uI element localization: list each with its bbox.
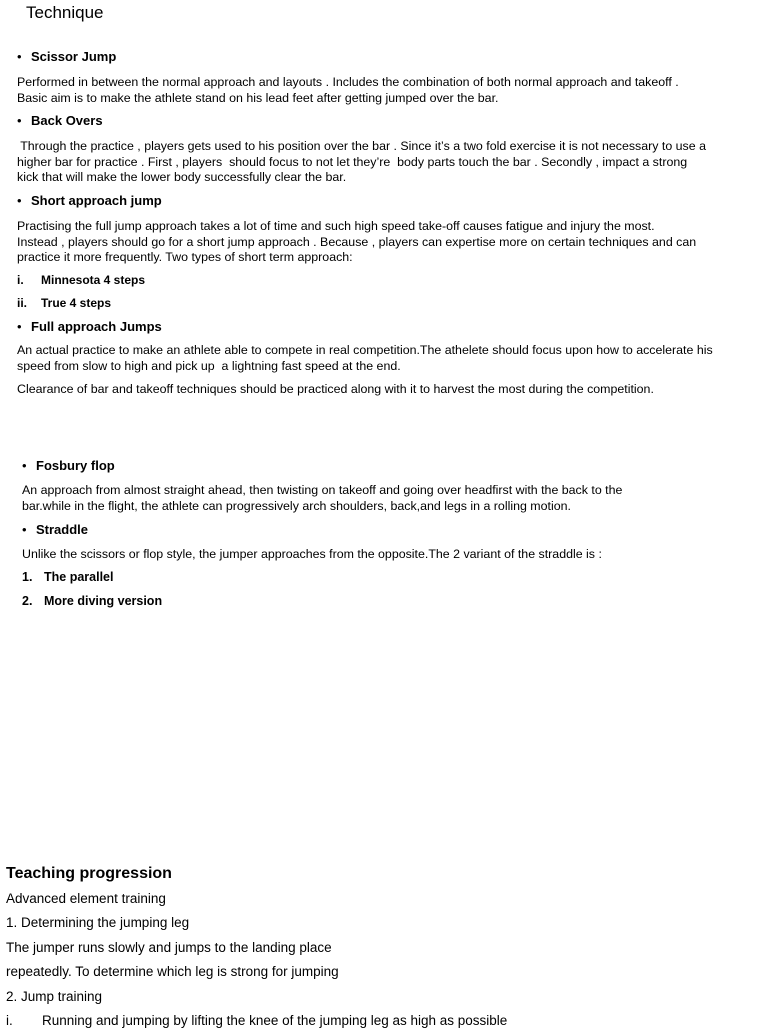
scissor-jump-paragraph (17, 75, 679, 106)
bullet-heading-straddle (22, 522, 88, 537)
bullet-icon: • (17, 319, 22, 334)
text-line: An approach from almost straight ahead, then twisting on takeoff and going over headfirst with the back to the (22, 483, 623, 497)
text-line: 1. Determining the jumping leg (6, 915, 190, 930)
full-approach-paragraph (17, 343, 713, 374)
bullet-icon: • (22, 522, 27, 537)
text-line: 2. Jump training (6, 989, 103, 1004)
back-overs-paragraph (17, 139, 706, 186)
list-text: More diving version (44, 594, 163, 608)
list-item (17, 296, 111, 310)
text-line: An actual practice to make an athlete able to compete in real competition.The athelete should focus upon how to accelerate his (17, 343, 713, 357)
list-item (22, 570, 113, 584)
bullet-heading-full-approach (17, 319, 162, 334)
bullet-icon: • (22, 458, 27, 473)
text-line: Performed in between the normal approach and layouts . Includes the combination of both normal approach and takeoff . (17, 75, 679, 89)
list-item (22, 594, 162, 608)
heading-text: Straddle (36, 522, 89, 537)
heading-text: Short approach jump (31, 193, 162, 208)
text-line: repeatedly. To determine which leg is strong for jumping (6, 964, 339, 979)
bullet-heading-back-overs (17, 113, 103, 128)
text-line: Instead , players should go for a short jump approach . Because , players can expertise more on certain techniques and can (17, 234, 697, 249)
page-title: Technique (26, 3, 104, 22)
heading-text: Full approach Jumps (31, 319, 162, 334)
text-line: speed from slow to high and pick up a lightning fast speed at the end. (17, 358, 401, 373)
bullet-icon: • (17, 49, 22, 64)
list-number: i. (6, 1013, 13, 1028)
heading-text: Fosbury flop (36, 458, 115, 473)
full-approach-extra: Clearance of bar and takeoff techniques should be practiced along with it to harvest the most during the competition. (17, 382, 654, 396)
list-number: 2. (22, 594, 33, 608)
text-line: Advanced element training (6, 891, 166, 906)
text-line: Basic aim is to make the athlete stand on his lead feet after getting jumped over the bar. (17, 90, 499, 105)
section-heading-teaching-progression: Teaching progression (6, 865, 172, 882)
list-number: ii. (17, 296, 28, 310)
list-number: 1. (22, 570, 33, 584)
heading-text: Back Overs (31, 113, 103, 128)
text-line: bar.while in the flight, the athlete can progressively arch shoulders, back,and legs in a rolling motion. (22, 498, 571, 513)
bullet-heading-fosbury-flop (22, 458, 115, 473)
list-item (17, 273, 145, 287)
text-line: The jumper runs slowly and jumps to the landing place (6, 940, 332, 955)
bullet-icon: • (17, 193, 22, 208)
text-line: Practising the full jump approach takes a lot of time and such high speed take-off causes fatigue and injury the most. (17, 219, 655, 233)
list-number: i. (17, 273, 24, 287)
bullet-heading-scissor-jump (17, 49, 116, 64)
straddle-paragraph: Unlike the scissors or flop style, the jumper approaches from the opposite.The 2 variant of the straddle is : (22, 547, 602, 561)
short-approach-paragraph (17, 219, 696, 266)
heading-text: Scissor Jump (31, 49, 117, 64)
text-line: practice it more frequently. Two types of short term approach: (17, 250, 353, 265)
bullet-icon: • (17, 113, 22, 128)
list-text: The parallel (44, 570, 114, 584)
list-item (6, 1013, 507, 1028)
bullet-heading-short-approach (17, 193, 162, 208)
text-line: Through the practice , players gets used to his position over the bar . Since it’s a two fold exercise it is not necessary to use a (17, 139, 706, 153)
list-text: True 4 steps (41, 296, 112, 310)
list-text: Running and jumping by lifting the knee of the jumping leg as high as possible (42, 1013, 508, 1028)
list-text: Minnesota 4 steps (41, 273, 146, 287)
fosbury-flop-paragraph (22, 483, 622, 514)
text-line: higher bar for practice . First , players should focus to not let they’re body parts touch the bar . Secondly , impact a strong (17, 154, 688, 169)
text-line: kick that will make the lower body successfully clear the bar. (17, 170, 347, 185)
